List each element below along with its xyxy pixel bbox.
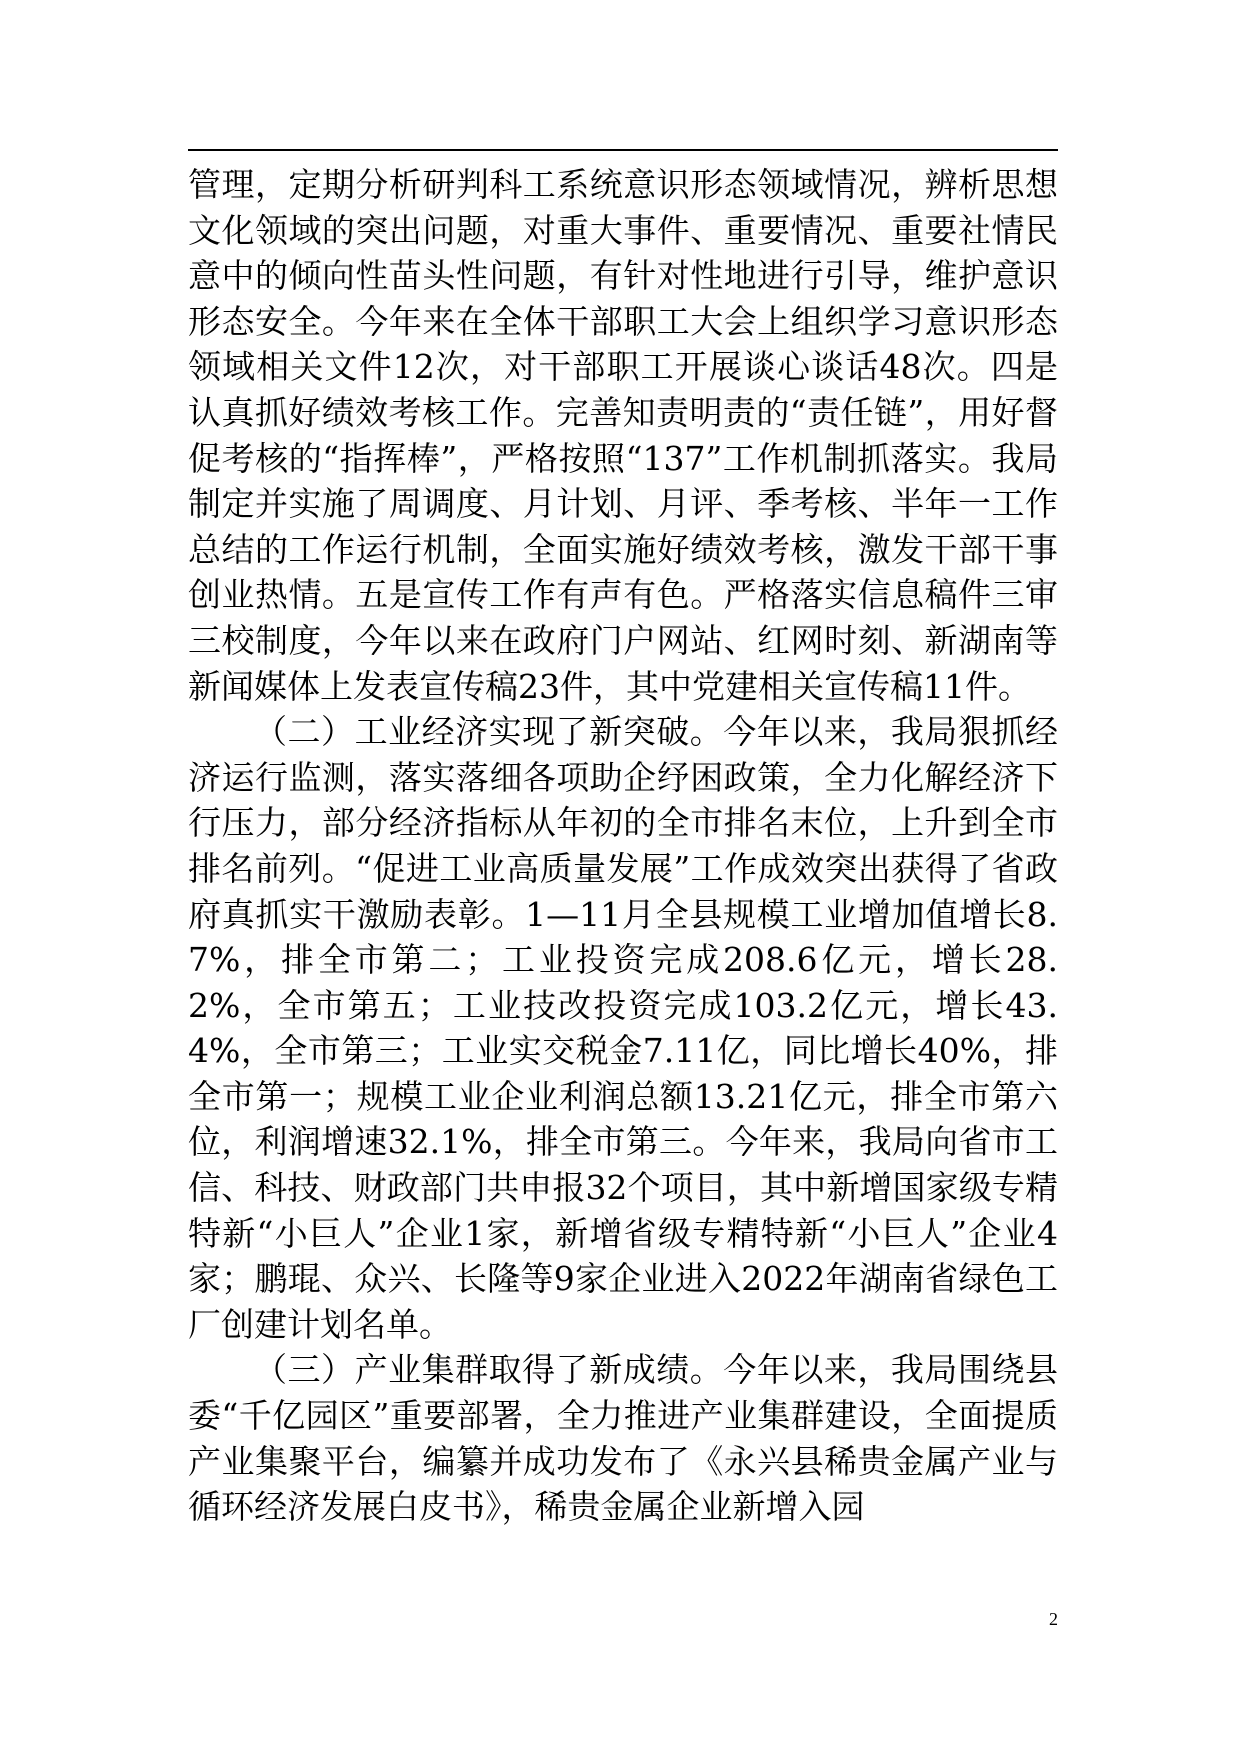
paragraph-industrial-economy: （二）工业经济实现了新突破。今年以来，我局狠抓经济运行监测，落实落细各项助企纾困政策，全力化解经济下行压力，部分经济指标从年初的全市排名末位，上升到全市排名前列。“促进工业高质量发展”工作成效突出获得了省政府真抓实干激励表彰。1—11月全县规模工业增加值增长8.7%，排全市第二；工业投资完成208.6亿元，增长28.2%，全市第五；工业技改投资完成103.2亿元，增长43.4%，全市第三；工业实交税金7.11亿，同比增长40%，排全市第一；规模工业企业利润总额13.21亿元，排全市第六位，利润增速32.1%，排全市第三。今年来，我局向省市工信、科技、财政部门共申报32个项目，其中新增国家级专精特新“小巨人”企业1家，新增省级专精特新“小巨人”企业4家；鹏琨、众兴、长隆等9家企业进入2022年湖南省绿色工厂创建计划名单。 — [188, 712, 1058, 1344]
page-number: 2 — [1049, 1609, 1058, 1629]
paragraph-industrial-cluster: （三）产业集群取得了新成绩。今年以来，我局围绕县委“千亿园区”重要部署，全力推进产业集群建设，全面提质产业集聚平台，编纂并成功发布了《永兴县稀贵金属产业与循环经济发展白皮书》，稀贵金属企业新增入园 — [188, 1350, 1058, 1527]
header-rule — [188, 149, 1058, 151]
document-body — [188, 162, 1058, 1530]
paragraph-party-building: 管理，定期分析研判科工系统意识形态领域情况，辨析思想文化领域的突出问题，对重大事件、重要情况、重要社情民意中的倾向性苗头性问题，有针对性地进行引导，维护意识形态安全。今年来在全体干部职工大会上组织学习意识形态领域相关文件12次，对干部职工开展谈心谈话48次。四是认真抓好绩效考核工作。完善知责明责的“责任链”，用好督促考核的“指挥棒”，严格按照“137”工作机制抓落实。我局制定并实施了周调度、月计划、月评、季考核、半年一工作总结的工作运行机制，全面实施好绩效考核，激发干部干事创业热情。五是宣传工作有声有色。严格落实信息稿件三审三校制度，今年以来在政府门户网站、红网时刻、新湖南等新闻媒体上发表宣传稿23件，其中党建相关宣传稿11件。 — [188, 165, 1058, 706]
